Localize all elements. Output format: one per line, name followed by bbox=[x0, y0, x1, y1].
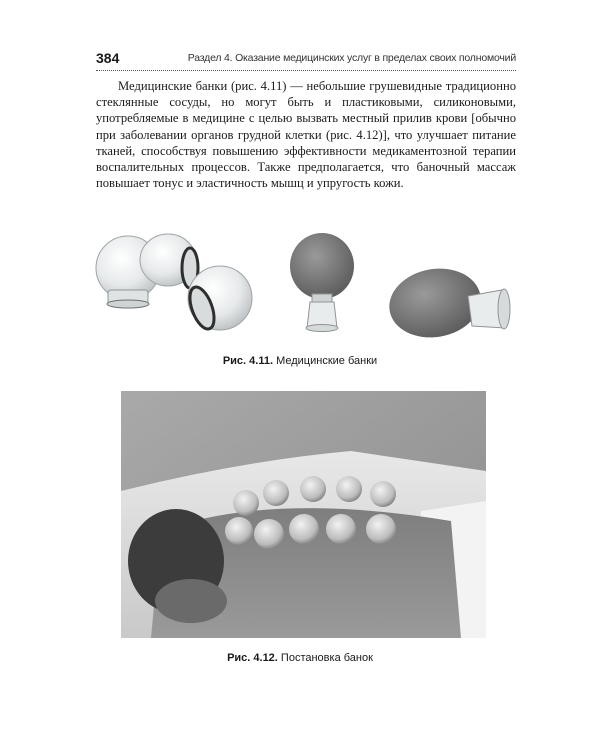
figure-4-11-text: Медицинские банки bbox=[276, 355, 378, 367]
figure-4-11-label: Рис. 4.11. bbox=[222, 355, 274, 367]
figure-4-11-caption bbox=[0, 355, 600, 367]
header-rule bbox=[96, 70, 516, 71]
running-header bbox=[96, 50, 516, 70]
figure-4-12-label: Рис. 4.12. bbox=[227, 652, 278, 664]
page-number: 384 bbox=[96, 50, 120, 66]
rubber-bulb-cup-lying bbox=[384, 262, 510, 345]
cupping-jars-illustration bbox=[90, 228, 520, 348]
figure-4-12-caption bbox=[0, 652, 600, 664]
section-title: Раздел 4. Оказание медицинских услуг в пределах своих полномочий bbox=[187, 52, 516, 64]
rubber-bulb-cup-upright bbox=[290, 233, 354, 332]
figure-4-12-text: Постановка банок bbox=[280, 652, 373, 664]
body-paragraph: Медицинские банки (рис. 4.11) — небольшие грушевидные традиционно стеклянные сосуды, но могут быть и пластиковыми, силиконовыми, употребляемые в медицине с целью вызвать местный прилив крови [обычно при заболевании органов грудной клетки (рис. 4.12)], что улучшает питание тканей, способствуя повышению эффективности медикаментозной терапии воспалительных процессов. Также предполагается, что баночный массаж повышает тонус и эластичность мышц и упругость кожи. bbox=[96, 79, 516, 191]
cupping-photo bbox=[121, 391, 486, 638]
